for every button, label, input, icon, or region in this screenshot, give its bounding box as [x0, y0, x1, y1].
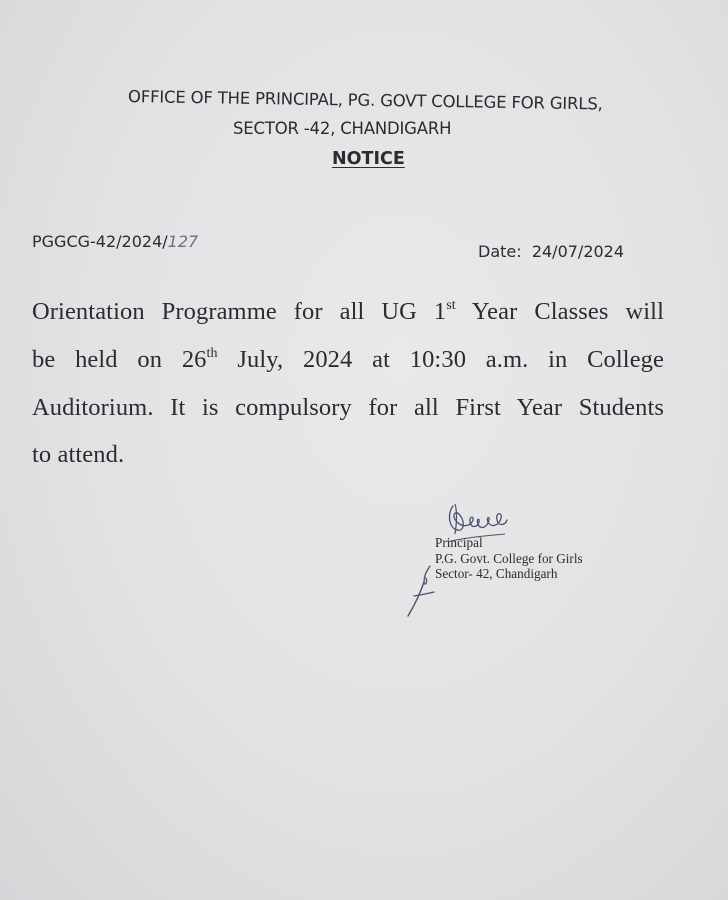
- signatory-college: P.G. Govt. College for Girls: [435, 550, 583, 566]
- signatory-address: Sector- 42, Chandigarh: [435, 566, 558, 581]
- notice-body-line-4: to attend.: [32, 441, 125, 468]
- date-label: Date:: [478, 242, 522, 261]
- reference-prefix: PGGCG-42/2024/: [32, 232, 168, 251]
- notice-body-line-2: be held on 26th July, 2024 at 10:30 a.m. in College: [32, 346, 665, 373]
- notice-title: NOTICE: [332, 149, 405, 169]
- office-header-line1: OFFICE OF THE PRINCIPAL, PG. GOVT COLLEGE FOR GIRLS,: [127, 87, 603, 114]
- initials-mark-icon: [400, 562, 440, 618]
- notice-date: [478, 242, 624, 261]
- notice-body-line-1: Orientation Programme for all UG 1st Year Classes will: [32, 298, 664, 325]
- reference-number: [32, 232, 198, 251]
- reference-handwritten-number: 127: [167, 232, 199, 251]
- signatory-title: Principal: [435, 535, 483, 550]
- date-value: 24/07/2024: [531, 242, 625, 261]
- notice-body-line-3: Auditorium. It is compulsory for all First Year Students: [32, 394, 664, 421]
- signature-block: [435, 535, 583, 582]
- office-header-line2: SECTOR -42, CHANDIGARH: [233, 119, 452, 138]
